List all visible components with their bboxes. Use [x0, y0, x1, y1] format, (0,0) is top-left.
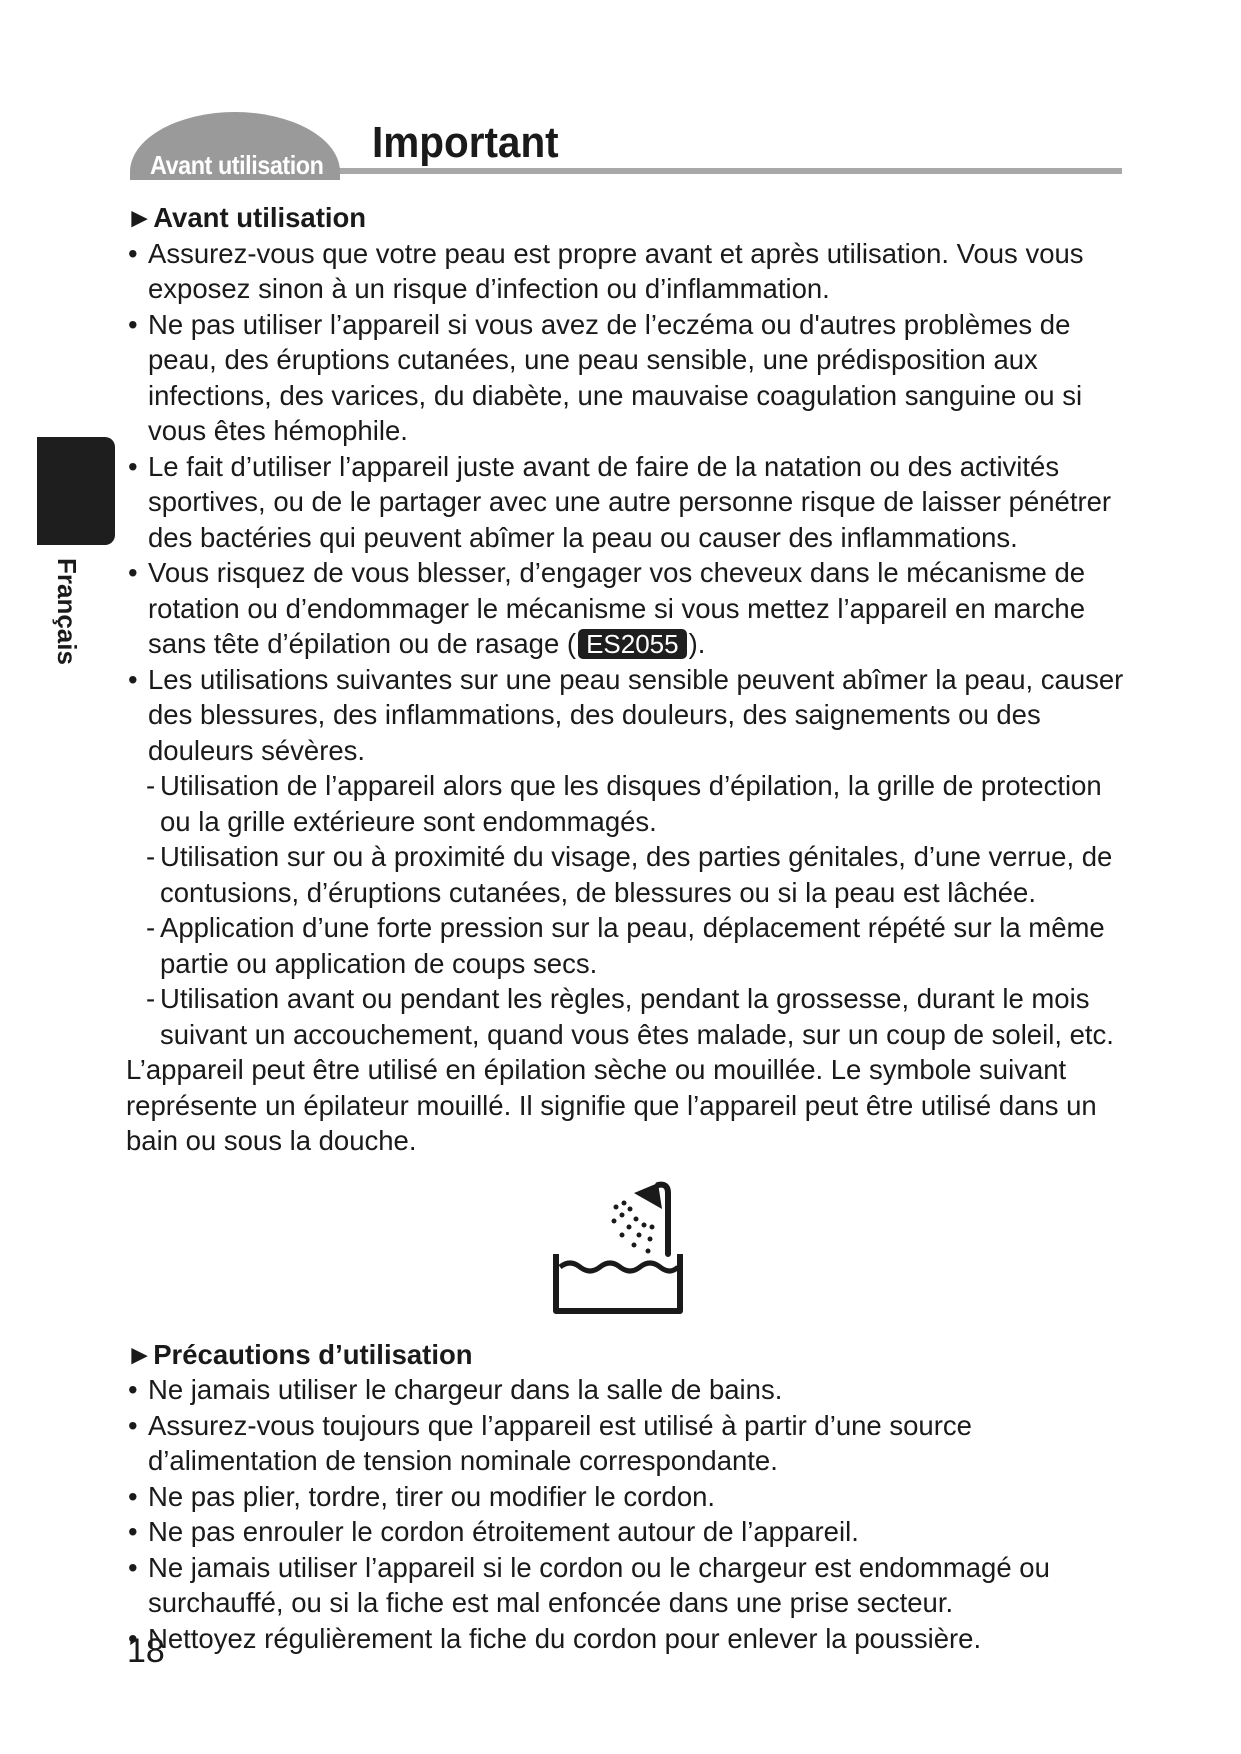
list-item: • Ne pas utiliser l’appareil si vous avez de l’eczéma ou d'autres problèmes de peau, des éruptions cutanées, une peau sensible, une prédisposition aux infections, des varices, du diabète, une mauvaise coagulation sanguine ou si vous êtes hémophile. [126, 307, 1136, 449]
list-item: • Ne pas enrouler le cordon étroitement autour de l’appareil. [126, 1514, 1136, 1550]
list-item-model [126, 555, 1136, 662]
page-title: Important [372, 118, 559, 167]
main-content [126, 200, 1136, 1656]
header-rule [330, 168, 1122, 174]
list-item: • Le fait d’utiliser l’appareil juste avant de faire de la natation ou des activités sportives, ou de le partager avec une autre personne risque de laisser pénétrer des bactéries qui peuvent abîmer la peau ou causer des inflammations. [126, 449, 1136, 556]
sub-list-item: - Utilisation avant ou pendant les règles, pendant la grossesse, durant le mois suivant un accouchement, quand vous êtes malade, sur un coup de soleil, etc. [126, 981, 1136, 1052]
section-heading-avant-utilisation: ►Avant utilisation [126, 202, 367, 233]
symbol-area [126, 1179, 1136, 1319]
list-item: • Assurez-vous toujours que l’appareil est utilisé à partir d’une source d’alimentation de tension nominale correspondante. [126, 1408, 1136, 1479]
list-item: • Nettoyez régulièrement la fiche du cordon pour enlever la poussière. [126, 1621, 1136, 1657]
list-item-text-end: ). [688, 628, 706, 659]
language-label: Français [52, 558, 82, 665]
section-tab-label: Avant utilisation [150, 150, 324, 180]
list-item: • Assurez-vous que votre peau est propre avant et après utilisation. Vous vous exposez sinon à un risque d’infection ou d’inflammation. [126, 236, 1136, 307]
sub-list-item: - Application d’une forte pression sur la peau, déplacement répété sur la même partie ou application de coups secs. [126, 910, 1136, 981]
list-item: • Ne jamais utiliser le chargeur dans la salle de bains. [126, 1372, 1136, 1408]
list-item-text: Vous risquez de vous blesser, d’engager vos cheveux dans le mécanisme de rotation ou d’endommager le mécanisme si vous mettez l’appareil en marche sans tête d’épilation ou de rasage ( [148, 557, 1086, 659]
section-heading-precautions: ►Précautions d’utilisation [126, 1338, 473, 1370]
sub-list-item: - Utilisation sur ou à proximité du visage, des parties génitales, d’une verrue, de contusions, d’éruptions cutanées, de blessures ou si la peau est lâchée. [126, 839, 1136, 910]
model-badge: ES2055 [578, 629, 687, 659]
shower-bath-icon [546, 1179, 696, 1319]
wet-use-paragraph: L’appareil peut être utilisé en épilation sèche ou mouillée. Le symbole suivant représente un épilateur mouillé. Il signifie que l’appareil peut être utilisé dans un bain ou sous la douche. [126, 1054, 1097, 1156]
sub-list-item: - Utilisation de l’appareil alors que les disques d’épilation, la grille de protection ou la grille extérieure sont endommagés. [126, 768, 1136, 839]
language-side-tab [37, 437, 115, 545]
list-item: • Ne jamais utiliser l’appareil si le cordon ou le chargeur est endommagé ou surchauffé, ou si la fiche est mal enfoncée dans une prise secteur. [126, 1550, 1136, 1621]
list-item: • Les utilisations suivantes sur une peau sensible peuvent abîmer la peau, causer des blessures, des inflammations, des douleurs, des saignements ou des douleurs sévères. [126, 662, 1136, 769]
list-item: • Ne pas plier, tordre, tirer ou modifier le cordon. [126, 1479, 1136, 1515]
page-number: 18 [127, 1632, 165, 1670]
